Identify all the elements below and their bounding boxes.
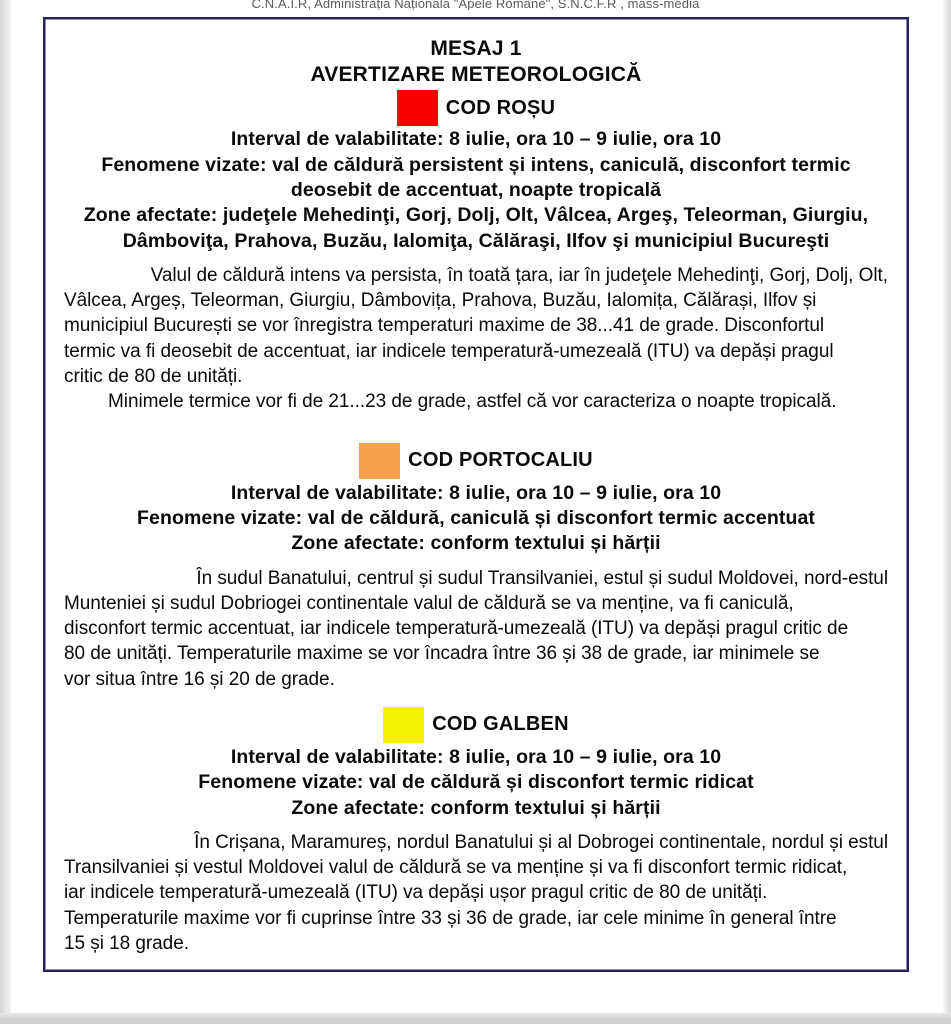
paragraph-line bbox=[64, 389, 888, 414]
code-label-orange: COD PORTOCALIU bbox=[408, 449, 593, 472]
paragraph-orange-1 bbox=[64, 566, 888, 692]
meta-zones-red-2: Dâmboviţa, Prahova, Buzău, Ialomiţa, Călăraşi, Ilfov şi municipiul Bucureşti bbox=[122, 229, 830, 252]
document-title bbox=[64, 36, 888, 87]
paragraph-line: Temperaturile maxime vor fi cuprinse între 33 și 36 de grade, iar cele minime în general între bbox=[64, 907, 837, 929]
paragraph-yellow-1 bbox=[64, 830, 888, 956]
meta-zones-red-1: Zone afectate: judeţele Mehedinţi, Gorj, Dolj, Olt, Vâlcea, Argeş, Teleorman, Giurgiu, bbox=[83, 204, 869, 227]
meta-phenomena-red-1: Fenomene vizate: val de căldură persistent și intens, caniculă, disconfort termic bbox=[101, 153, 851, 176]
paragraph-line bbox=[64, 880, 888, 905]
paragraph-line-text: Valul de căldură intens va persista, în toată țara, iar în judeţele Mehedinţi, Gorj, Dolj, Olt, bbox=[150, 264, 888, 286]
paragraph-line bbox=[64, 566, 888, 591]
paragraph-line: Vâlcea, Argeș, Teleorman, Giurgiu, Dâmbovița, Prahova, Buzău, Ialomița, Călărași, Ilfov și bbox=[64, 290, 817, 312]
spacer bbox=[64, 254, 888, 263]
paragraph-line: disconfort termic accentuat, iar indicele temperatură-umezeală (ITU) va depăși pragul critic de bbox=[64, 618, 849, 640]
title-line-1: MESAJ 1 bbox=[430, 37, 522, 60]
meta-phenomena-orange: Fenomene vizate: val de căldură, caniculă și disconfort termic accentuat bbox=[136, 506, 815, 529]
paragraph-line-text: În sudul Banatului, centrul și sudul Transilvaniei, estul și sudul Moldovei, nord-estul bbox=[196, 567, 888, 589]
section-meta-yellow bbox=[64, 745, 888, 821]
document-body bbox=[46, 20, 906, 966]
meta-validity-yellow: Interval de valabilitate: 8 iulie, ora 10 – 9 iulie, ora 10 bbox=[230, 745, 722, 768]
spacer bbox=[64, 821, 888, 830]
yellow-code-swatch bbox=[383, 707, 424, 743]
paragraph-line bbox=[64, 830, 888, 855]
section-code-heading-yellow bbox=[64, 705, 888, 745]
paragraph-line: termic va fi deosebit de accentuat, iar indicele temperatură-umezeală (ITU) va depăși pragul bbox=[64, 340, 834, 362]
section-meta-orange bbox=[64, 481, 888, 557]
paragraph-line-text: În Crișana, Maramureș, nordul Banatului și al Dobrogei continentale, nordul și estul bbox=[194, 831, 888, 853]
paragraph-red-2 bbox=[64, 389, 888, 414]
meta-validity-red: Interval de valabilitate: 8 iulie, ora 10 – 9 iulie, ora 10 bbox=[230, 128, 722, 151]
meta-zones-yellow: Zone afectate: conform textului și hărții bbox=[291, 796, 661, 819]
first-line-indent bbox=[64, 263, 108, 288]
first-line-indent bbox=[64, 566, 108, 591]
code-label-red: COD ROȘU bbox=[445, 96, 556, 119]
meta-zones-orange: Zone afectate: conform textului și hărții bbox=[291, 532, 661, 555]
section-code-heading-orange bbox=[64, 441, 888, 481]
section-meta-red bbox=[64, 127, 888, 254]
paragraph-line: municipiul București se vor înregistra temperaturi maxime de 38...41 de grade. Disconfortul bbox=[64, 315, 825, 337]
meta-phenomena-yellow: Fenomene vizate: val de căldură și disconfort termic ridicat bbox=[198, 771, 754, 794]
paragraph-line: 15 și 18 grade. bbox=[64, 932, 189, 954]
paragraph-line: 80 de unități. Temperaturile maxime se vor încadra între 36 și 38 de grade, iar minimele se bbox=[64, 643, 820, 665]
code-label-yellow: COD GALBEN bbox=[432, 713, 569, 736]
paragraph-line: critic de 80 de unități. bbox=[64, 366, 243, 387]
paragraph-red-1 bbox=[64, 263, 888, 389]
meta-validity-orange: Interval de valabilitate: 8 iulie, ora 10 – 9 iulie, ora 10 bbox=[230, 481, 722, 504]
title-line-2: AVERTIZARE METEOROLOGICĂ bbox=[310, 62, 642, 86]
orange-code-swatch bbox=[359, 443, 400, 479]
paragraph-line-text: iar indicele temperatură-umezeală (ITU) va depăși ușor pragul critic de 80 de unități. bbox=[64, 882, 768, 904]
spacer bbox=[64, 557, 888, 566]
paragraph-line: Transilvaniei și vestul Moldovei valul de căldură se va menține și va fi disconfort termic ridicat, bbox=[64, 857, 848, 879]
spacer bbox=[64, 415, 888, 437]
spacer bbox=[64, 692, 888, 701]
page-gutter-left bbox=[0, 0, 11, 1013]
section-code-heading-red bbox=[64, 89, 888, 127]
red-code-swatch bbox=[397, 90, 438, 126]
paragraph-line bbox=[64, 263, 888, 288]
cutoff-header-text: C.N.A.I.R, Administrația Națională "Apele Române", S.N.C.F.R , mass-media bbox=[251, 0, 700, 10]
paragraph-line-text: Minimele termice vor fi de 21...23 de grade, astfel că vor caracteriza o noapte tropicală. bbox=[108, 391, 837, 413]
meta-phenomena-red-2: deosebit de accentuat, noapte tropicală bbox=[290, 178, 662, 201]
page-gutter-bottom bbox=[0, 1013, 951, 1024]
page-gutter-right bbox=[943, 0, 951, 1013]
paragraph-line: vor situa între 16 și 20 de grade. bbox=[64, 668, 335, 690]
paragraph-line: Munteniei și sudul Dobriogei continentale valul de căldură se va menține, va fi caniculă, bbox=[64, 592, 794, 614]
first-line-indent bbox=[64, 830, 108, 855]
document-frame bbox=[43, 17, 909, 972]
